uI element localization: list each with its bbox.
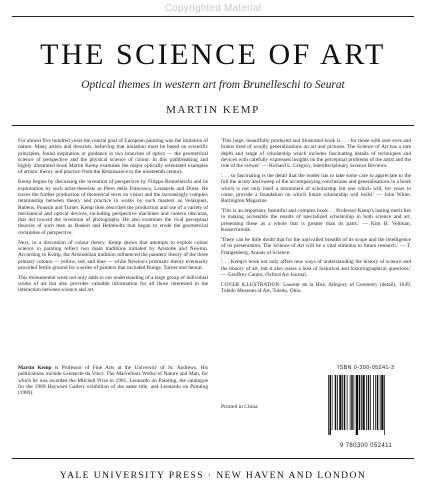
author-bio-text: is Professor of Fine Arts at the University of St. Andrews. His publications include Leonardo da Vinci: The Marvellous Works of Nature and Man, for which he was awarded the Mitchell Prize in 1981, Leonardo on Painting, the catalogue for the 1989 Hayward Gallery exhibition of the same title, and Leonardo on Painting (1989). (18, 365, 208, 397)
description-paragraph: This monumental work not only adds to our understanding of a large group of individual works of art but also provides valuable information for all those interested in the interaction between science and art. (18, 274, 208, 294)
description-paragraph: Kemp begins by discussing the invention of perspective by Filippo Brunelleschi and its exploitation by such artist-theorists as Piero della Francesca, Leonardo and Dürer. He traces the further production of theoretical texts on vision and the increasingly complex relationship between theory and practice in works by such masters as Velázquez, Rubens, Poussin and Turner. Kemp then describes the production and use of a variety of mechanical and optical devices, including perspective machines and camera obscuras, that led toward the invention of photography. He also examines the rival perceptual theories of such men as Ruskin and Helmholtz that began to erode the geometrical certainties of perspective. (18, 179, 208, 236)
review-quote: 'There can be little doubt that for the unrivalled breadth of its scope and the intelligence of its presentation, The Science of Art will be a vital stimulus to future research.' — T. Frangenberg, Annals of Science. (221, 236, 411, 256)
reviews-column (221, 138, 411, 298)
cover-illustration-credit: COVER ILLUSTRATION: Laurent de la Hire, Allegory of Geometry (detail), 1649, Toledo Museum of Art, Toledo, Ohio. (221, 281, 411, 295)
header-divider-rule (12, 125, 414, 126)
review-quote: '. . . Kemp's book not only offers new ways of understanding the history of science and the history of art, but it also raises a host of historical and historiographical questions.' — Geoffrey Cantor, Oxford Art Journal. (221, 259, 411, 279)
description-paragraph: For almost five hundred years the central goal of European painting was the imitation of nature. Many artists and theorists, believing that imitation must be based on scientific principles, found inspiration or guidance in two branches of optics — the geometrical science of perspective and the physical science of colour. In this pathbreaking and highly illustrated book Martin Kemp examines the major optically orientated examples of artistic theory and practice from the Renaissance to the nineteenth century. (18, 138, 208, 176)
printed-in-note: Printed in China (221, 404, 258, 410)
book-subtitle: Optical themes in western art from Brunelleschi to Seurat (81, 79, 345, 91)
author-bio (18, 365, 208, 396)
footer-rule (12, 458, 414, 459)
barcode-icon (326, 375, 408, 437)
description-paragraph: Next, in a discussion of colour theory, Kemp shows that attempts to exploit colour science in painting reflect two main traditions initiated by Aristotle and Newton. According to Kemp, the Aristotelian tradition influenced the painters' theory of the three primary colours — yellow, red, and blue — while Newton's prismatic theory eventually provided fertile ground for a series of painters that included Runge, Turner and Seurat. (18, 239, 208, 271)
publisher-imprint: YALE UNIVERSITY PRESS · NEW HAVEN AND LONDON (59, 470, 367, 481)
copyright-watermark: Copyrighted Material (164, 3, 262, 14)
review-quote: '. . . so fascinating is the detail that the reader has to take some care to appreciate to the full the acuity and sweep of the accompanying conclusions and generalisations in a book which is not only itself a monument of scholarship but one which will, for years to come, provide a foundation on which future scholarship will build.' — John White, Burlington Magazine. (221, 173, 411, 205)
book-title: THE SCIENCE OF ART (40, 38, 386, 71)
isbn-barcode-block (322, 365, 410, 449)
description-column (18, 138, 208, 297)
top-rule (12, 16, 414, 17)
review-quote: 'This large, beautifully produced and illustrated book is . . . for those with sure eyes and brains tired of woolly generalisations on art and pictures. The Science of Art has a rare depth and range of scholarship which includes fascinating details of techniques and devices with carefully expressed insights on the perceptual problems of the artist and the role of the viewer.' — Richard L. Gregory, Interdisciplinary Science Reviews. (221, 138, 411, 170)
review-quote: 'This is an important, beautiful and complex book. . . Professor Kemp's lasting merit lies in making accessible the results of specialized scholarship in both science and art, presenting these as a whole that is greater than its parts.' — Kim H. Veltman, Kunstchronik. (221, 208, 411, 234)
barcode-number: 9 780300 052411 (339, 443, 393, 449)
author-bio-name: Martin Kemp (18, 365, 52, 371)
isbn-label: ISBN 0-300-05241-3 (337, 365, 395, 371)
book-author: MARTIN KEMP (166, 104, 260, 116)
